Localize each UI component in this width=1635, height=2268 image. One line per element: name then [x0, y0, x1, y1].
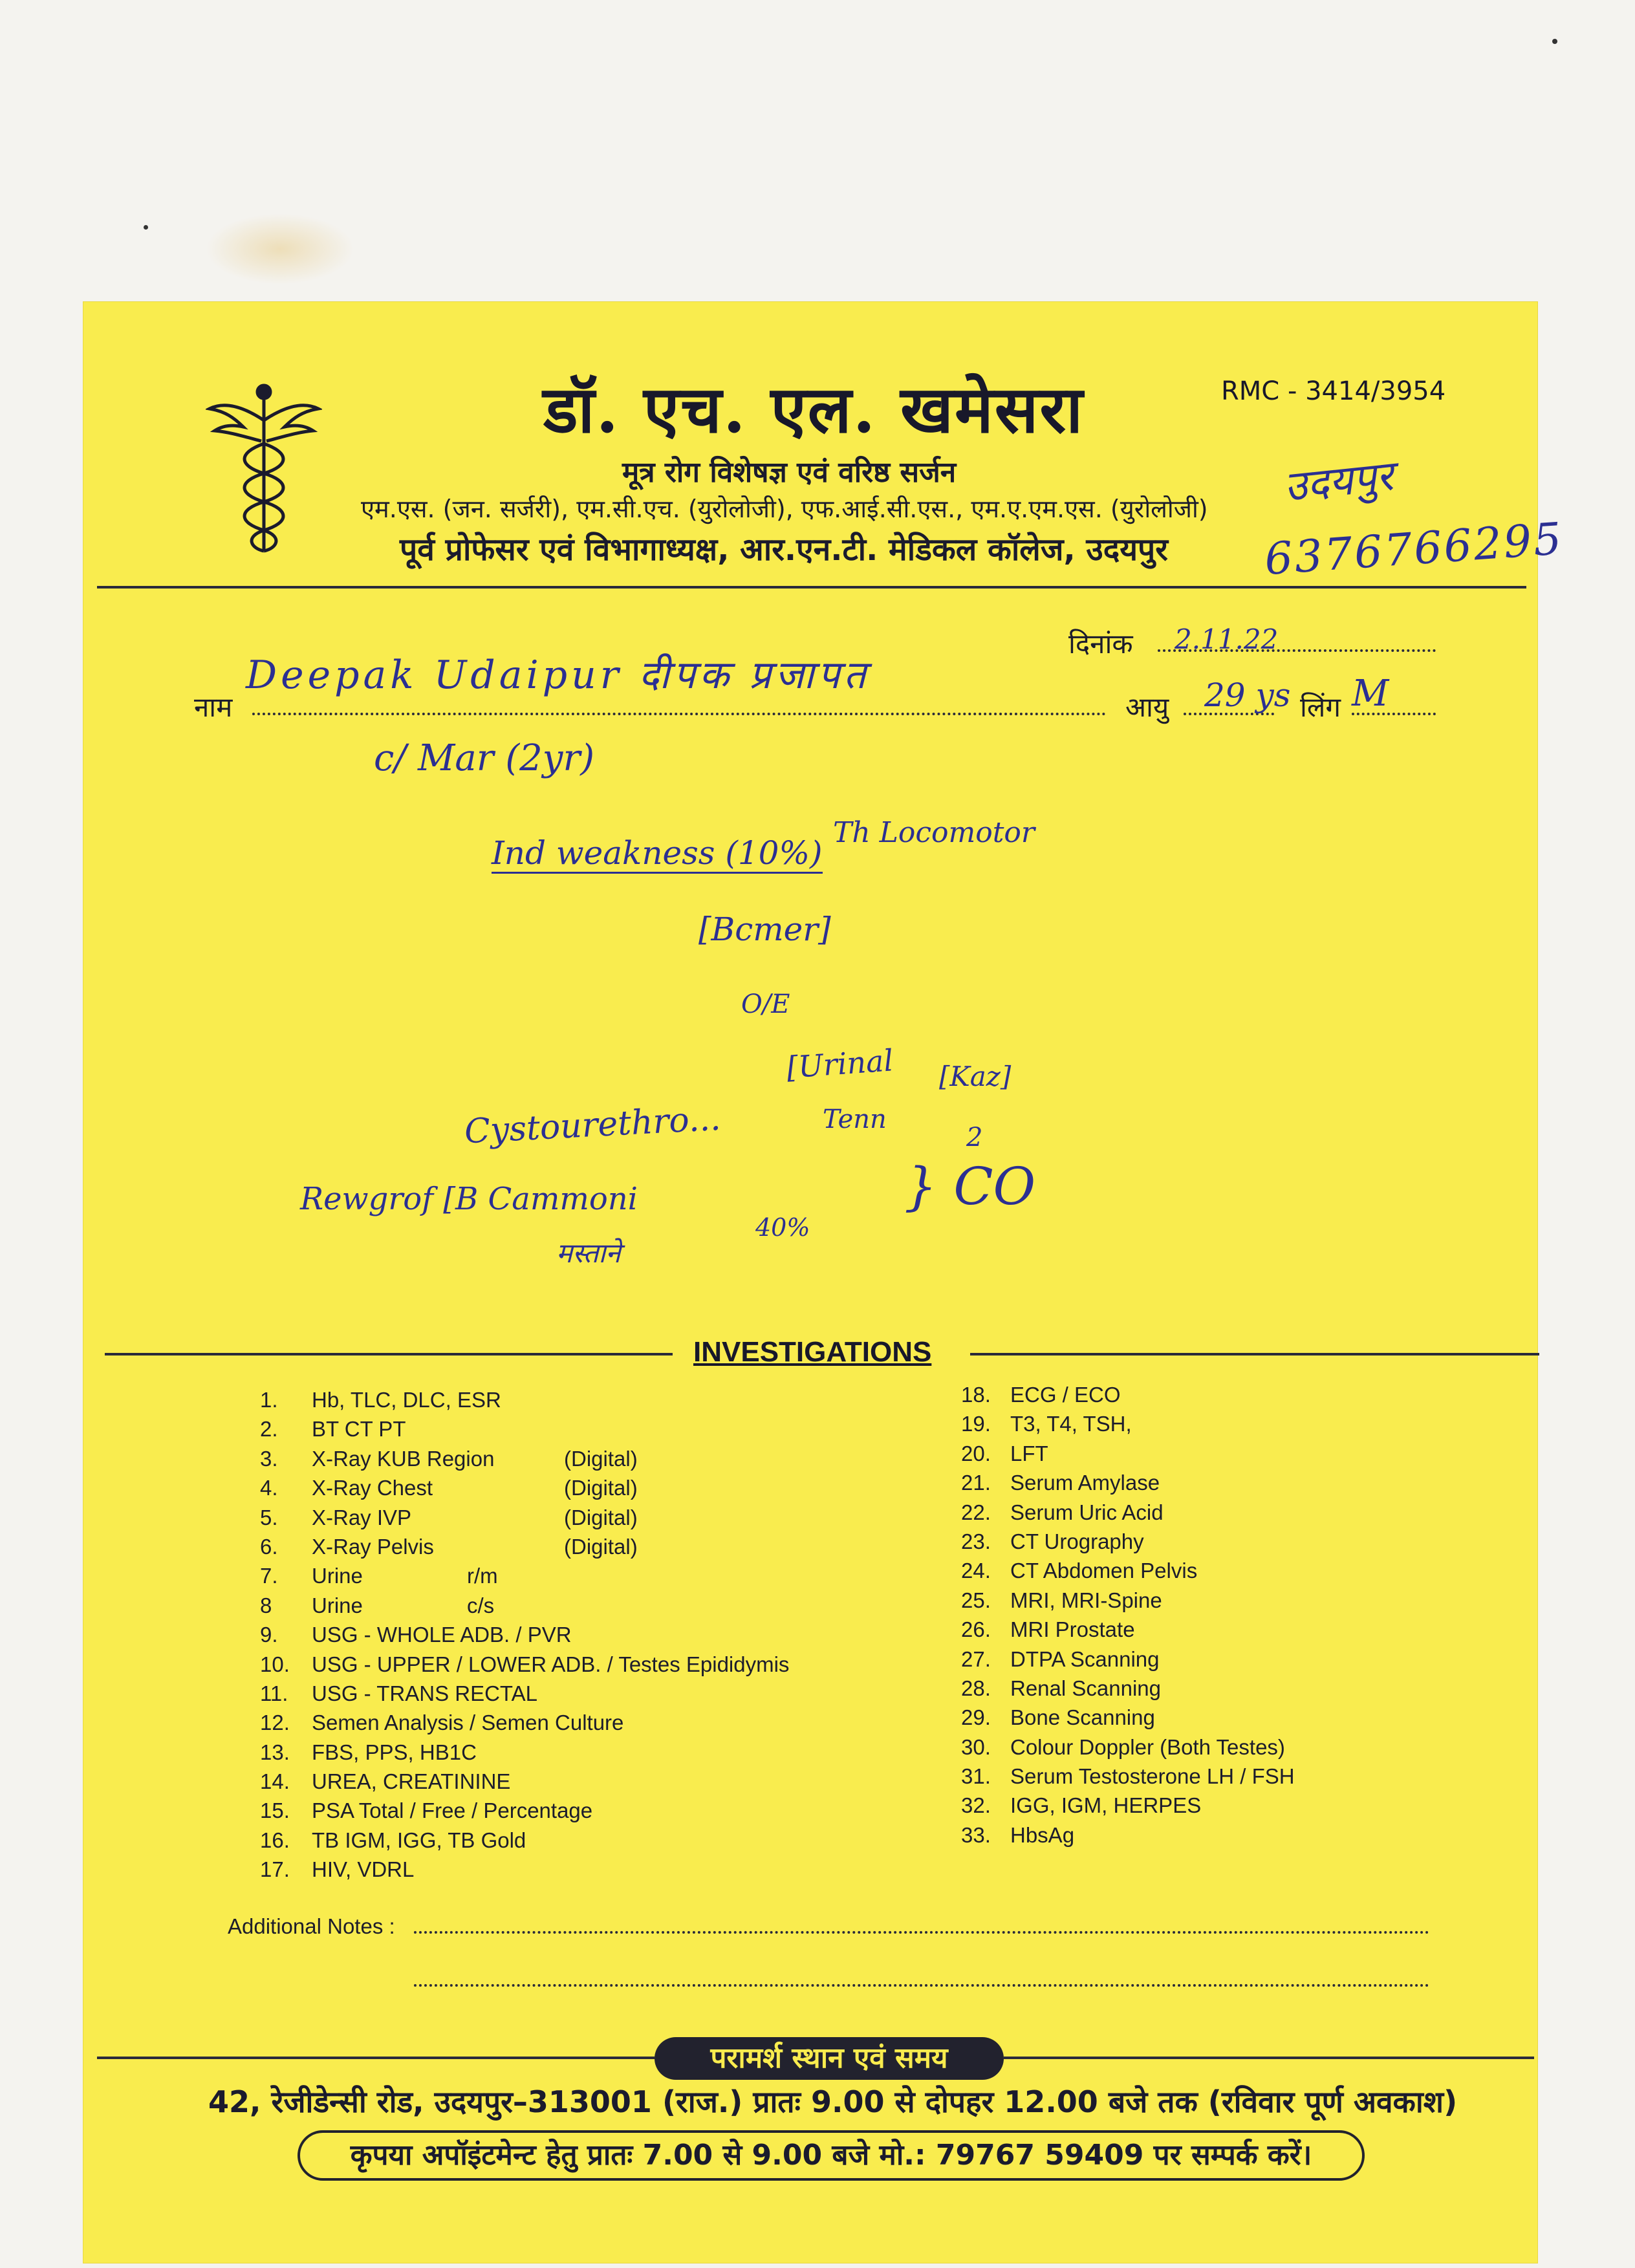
consult-tag: परामर्श स्थान एवं समय — [655, 2037, 1004, 2080]
date-label: दिनांक — [1068, 628, 1133, 660]
investigations-title: INVESTIGATIONS — [693, 1336, 932, 1368]
handwritten-city: उदयपुर — [1281, 452, 1396, 512]
scan-speck — [144, 225, 148, 230]
caduceus-logo — [206, 382, 322, 556]
rx-note-hindi: मस्ताने — [556, 1237, 621, 1269]
rmc-number: RMC - 3414/3954 — [1221, 376, 1446, 406]
sex-value[interactable]: M — [1352, 673, 1389, 715]
name-dotted-line — [252, 713, 1106, 715]
rx-note-cysto: Cystourethro... — [463, 1099, 722, 1152]
investigation-item[interactable]: 12. Semen Analysis / Semen Culture — [260, 1711, 624, 1735]
investigation-item[interactable]: 2. BT CT PT — [260, 1417, 406, 1442]
investigations-list-left — [260, 1388, 842, 1887]
rx-note-complaint: c/ Mar (2yr) — [374, 737, 595, 779]
investigation-item[interactable]: 17. HIV, VDRL — [260, 1857, 415, 1882]
investigation-item[interactable]: 4. X-Ray Chest (Digital) — [260, 1476, 638, 1500]
investigation-item[interactable]: 32. IGG, IGM, HERPES — [961, 1793, 1202, 1818]
investigation-item[interactable]: 13. FBS, PPS, HB1C — [260, 1740, 477, 1764]
investigations-rule-left — [105, 1353, 673, 1355]
investigation-item[interactable]: 18. ECG / ECO — [961, 1383, 1121, 1407]
additional-notes-label: Additional Notes : — [228, 1914, 395, 1938]
investigations-rule-right — [970, 1353, 1539, 1355]
investigation-item[interactable]: 29. Bone Scanning — [961, 1705, 1155, 1730]
investigation-item[interactable]: 14. UREA, CREATININE — [260, 1769, 511, 1794]
clinic-address: 42, रेजीडेन्सी रोड, उदयपुर–313001 (राज.) प्रातः 9.00 से दोपहर 12.00 बजे तक (रविवार पूर्ण अवकाश) — [208, 2084, 1458, 2119]
age-value[interactable]: 29 ys — [1204, 676, 1291, 714]
handwritten-phone: 6376766295 — [1262, 513, 1565, 586]
rx-note-kaz: [Kaz] — [939, 1061, 1012, 1092]
rx-note-urinal: [Urinal — [785, 1042, 894, 1085]
investigation-item[interactable]: 3. X-Ray KUB Region (Digital) — [260, 1446, 638, 1471]
doctor-specialty: मूत्र रोग विशेषज्ञ एवं वरिष्ठ सर्जन — [622, 456, 957, 489]
rx-note-weakness: Ind weakness (10%) — [492, 834, 823, 874]
investigation-item[interactable]: 21. Serum Amylase — [961, 1471, 1160, 1495]
prescription-sheet — [83, 301, 1538, 2263]
investigation-item[interactable]: 22. Serum Uric Acid — [961, 1500, 1164, 1524]
rx-note-co: } CO — [904, 1156, 1036, 1216]
investigation-item[interactable]: 1. Hb, TLC, DLC, ESR — [260, 1388, 501, 1412]
investigation-item[interactable]: 8 Urine c/s — [260, 1593, 495, 1617]
investigation-item[interactable]: 25. MRI, MRI-Spine — [961, 1588, 1162, 1612]
investigation-item[interactable]: 19. T3, T4, TSH, — [961, 1412, 1132, 1436]
additional-notes-line-1[interactable] — [414, 1931, 1429, 1934]
rx-note-locomotor: Th Locomotor — [833, 816, 1035, 849]
doctor-post: पूर्व प्रोफेसर एवं विभागाध्यक्ष, आर.एन.टी. मेडिकल कॉलेज, उदयपुर — [400, 532, 1168, 568]
investigation-item[interactable]: 33. HbsAg — [961, 1822, 1075, 1847]
sex-label: लिंग — [1300, 691, 1341, 723]
investigation-item[interactable]: 11. USG - TRANS RECTAL — [260, 1681, 537, 1705]
rx-note-bracket-b: Rewgrof [B Cammoni — [300, 1181, 638, 1217]
investigation-item[interactable]: 28. Renal Scanning — [961, 1676, 1161, 1700]
investigation-item[interactable]: 5. X-Ray IVP (Digital) — [260, 1505, 638, 1529]
doctor-name: डॉ. एच. एल. खमेसरा — [543, 371, 1085, 448]
additional-notes-line-2[interactable] — [414, 1984, 1429, 1987]
investigations-list-right — [961, 1383, 1414, 1852]
scan-speck — [1552, 39, 1557, 44]
investigation-item[interactable]: 16. TB IGM, IGG, TB Gold — [260, 1828, 526, 1852]
investigation-item[interactable]: 31. Serum Testosterone LH / FSH — [961, 1764, 1295, 1789]
investigation-item[interactable]: 10. USG - UPPER / LOWER ADB. / Testes Epididymis — [260, 1652, 790, 1676]
footer-rule-left — [97, 2057, 655, 2059]
investigation-item[interactable]: 7. Urine r/m — [260, 1564, 498, 1588]
header-divider — [97, 586, 1526, 589]
rx-note-two: 2 — [966, 1123, 983, 1152]
investigation-item[interactable]: 27. DTPA Scanning — [961, 1647, 1160, 1671]
investigation-item[interactable]: 30. Colour Doppler (Both Testes) — [961, 1734, 1285, 1759]
doctor-degrees: एम.एस. (जन. सर्जरी), एम.सी.एच. (युरोलोजी), एफ.आई.सी.एस., एम.ए.एम.एस. (युरोलोजी) — [361, 495, 1208, 523]
investigation-item[interactable]: 6. X-Ray Pelvis (Digital) — [260, 1534, 638, 1559]
rx-note-tenn: Tenn — [823, 1105, 887, 1134]
investigation-item[interactable]: 15. PSA Total / Free / Percentage — [260, 1798, 593, 1823]
paper-stain — [206, 213, 354, 285]
footer-rule-right — [1004, 2057, 1534, 2059]
rx-note-oe: O/E — [741, 989, 790, 1019]
investigation-item[interactable]: 20. LFT — [961, 1441, 1048, 1465]
rx-note-bracket: [Bcmer] — [698, 911, 831, 948]
rx-note-percent: 40% — [755, 1213, 810, 1242]
date-value[interactable]: 2.11.22 — [1175, 623, 1279, 655]
investigation-item[interactable]: 23. CT Urography — [961, 1529, 1144, 1553]
investigation-item[interactable]: 9. USG - WHOLE ADB. / PVR — [260, 1623, 572, 1647]
investigation-item[interactable]: 24. CT Abdomen Pelvis — [961, 1559, 1198, 1583]
age-label: आयु — [1125, 691, 1169, 723]
name-value[interactable]: Deepak Udaipur दीपक प्रजापत — [246, 653, 870, 698]
name-label: नाम — [194, 691, 233, 723]
appointment-info: कृपया अपॉइंटमेन्ट हेतु प्रातः 7.00 से 9.00 बजे मो.: 79767 59409 पर सम्पर्क करें। — [298, 2130, 1365, 2181]
investigation-item[interactable]: 26. MRI Prostate — [961, 1617, 1135, 1642]
